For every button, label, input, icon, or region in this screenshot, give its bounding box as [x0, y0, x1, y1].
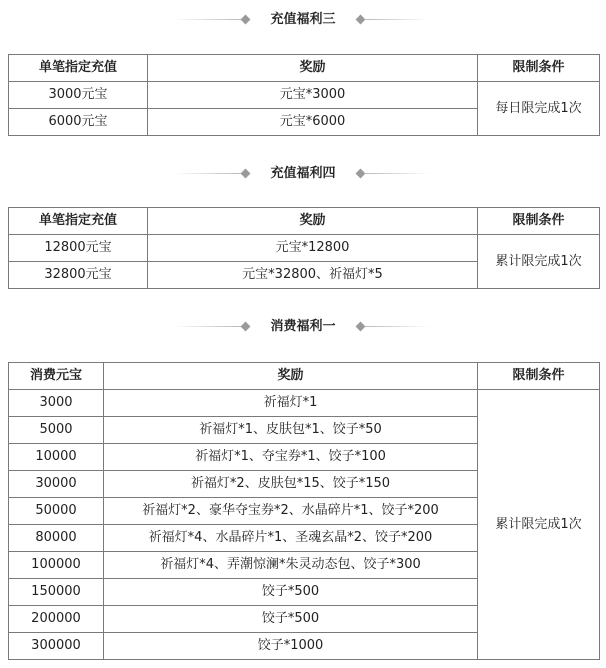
amount-cell: 32800元宝 — [9, 262, 148, 289]
title-divider-left — [175, 173, 241, 174]
section-title-label: 充值福利三 — [270, 12, 336, 27]
reward-cell: 元宝*32800、祈福灯*5 — [148, 262, 478, 289]
condition-cell: 每日限完成1次 — [478, 82, 600, 136]
condition-cell: 累计限完成1次 — [478, 390, 600, 660]
reward-cell: 祈福灯*2、豪华夺宝券*2、水晶碎片*1、饺子*200 — [104, 498, 478, 525]
reward-cell: 元宝*6000 — [148, 109, 478, 136]
amount-cell: 30000 — [9, 471, 104, 498]
amount-cell: 300000 — [9, 633, 104, 660]
header-amount: 单笔指定充值 — [9, 55, 148, 82]
table-header-row — [9, 55, 600, 82]
reward-cell: 饺子*500 — [104, 606, 478, 633]
header-reward: 奖励 — [148, 55, 478, 82]
diamond-icon — [241, 169, 251, 179]
section-title-3 — [0, 317, 606, 337]
diamond-icon — [241, 322, 251, 332]
section-title-2 — [0, 164, 606, 184]
reward-cell: 祈福灯*4、弄潮惊澜*朱灵动态包、饺子*300 — [104, 552, 478, 579]
consumption-bonus-1-table — [8, 362, 600, 660]
amount-cell: 100000 — [9, 552, 104, 579]
amount-cell: 3000 — [9, 390, 104, 417]
reward-cell: 元宝*12800 — [148, 235, 478, 262]
reward-cell: 饺子*500 — [104, 579, 478, 606]
reward-cell: 元宝*3000 — [148, 82, 478, 109]
table-row — [9, 235, 600, 262]
amount-cell: 50000 — [9, 498, 104, 525]
title-divider-left — [175, 326, 241, 327]
amount-cell: 3000元宝 — [9, 82, 148, 109]
diamond-icon — [241, 15, 251, 25]
title-divider-right — [364, 173, 430, 174]
table-header-row — [9, 208, 600, 235]
reward-cell: 祈福灯*2、皮肤包*15、饺子*150 — [104, 471, 478, 498]
section-title-label: 充值福利四 — [270, 166, 336, 181]
amount-cell: 6000元宝 — [9, 109, 148, 136]
header-amount: 消费元宝 — [9, 363, 104, 390]
header-condition: 限制条件 — [478, 208, 600, 235]
header-condition: 限制条件 — [478, 363, 600, 390]
recharge-bonus-3-table — [8, 54, 600, 136]
amount-cell: 80000 — [9, 525, 104, 552]
amount-cell: 200000 — [9, 606, 104, 633]
recharge-bonus-4-table — [8, 207, 600, 289]
amount-cell: 10000 — [9, 444, 104, 471]
title-divider-right — [364, 326, 430, 327]
section-title-label: 消费福利一 — [270, 319, 336, 334]
reward-cell: 祈福灯*1、皮肤包*1、饺子*50 — [104, 417, 478, 444]
amount-cell: 150000 — [9, 579, 104, 606]
reward-cell: 祈福灯*1、夺宝券*1、饺子*100 — [104, 444, 478, 471]
amount-cell: 12800元宝 — [9, 235, 148, 262]
section-title-1 — [0, 10, 606, 30]
condition-cell: 累计限完成1次 — [478, 235, 600, 289]
amount-cell: 5000 — [9, 417, 104, 444]
header-condition: 限制条件 — [478, 55, 600, 82]
table-row — [9, 82, 600, 109]
reward-cell: 饺子*1000 — [104, 633, 478, 660]
title-divider-right — [364, 19, 430, 20]
header-amount: 单笔指定充值 — [9, 208, 148, 235]
reward-cell: 祈福灯*4、水晶碎片*1、圣魂玄晶*2、饺子*200 — [104, 525, 478, 552]
header-reward: 奖励 — [148, 208, 478, 235]
table-row — [9, 390, 600, 417]
reward-cell: 祈福灯*1 — [104, 390, 478, 417]
title-divider-left — [175, 19, 241, 20]
table-header-row — [9, 363, 600, 390]
header-reward: 奖励 — [104, 363, 478, 390]
